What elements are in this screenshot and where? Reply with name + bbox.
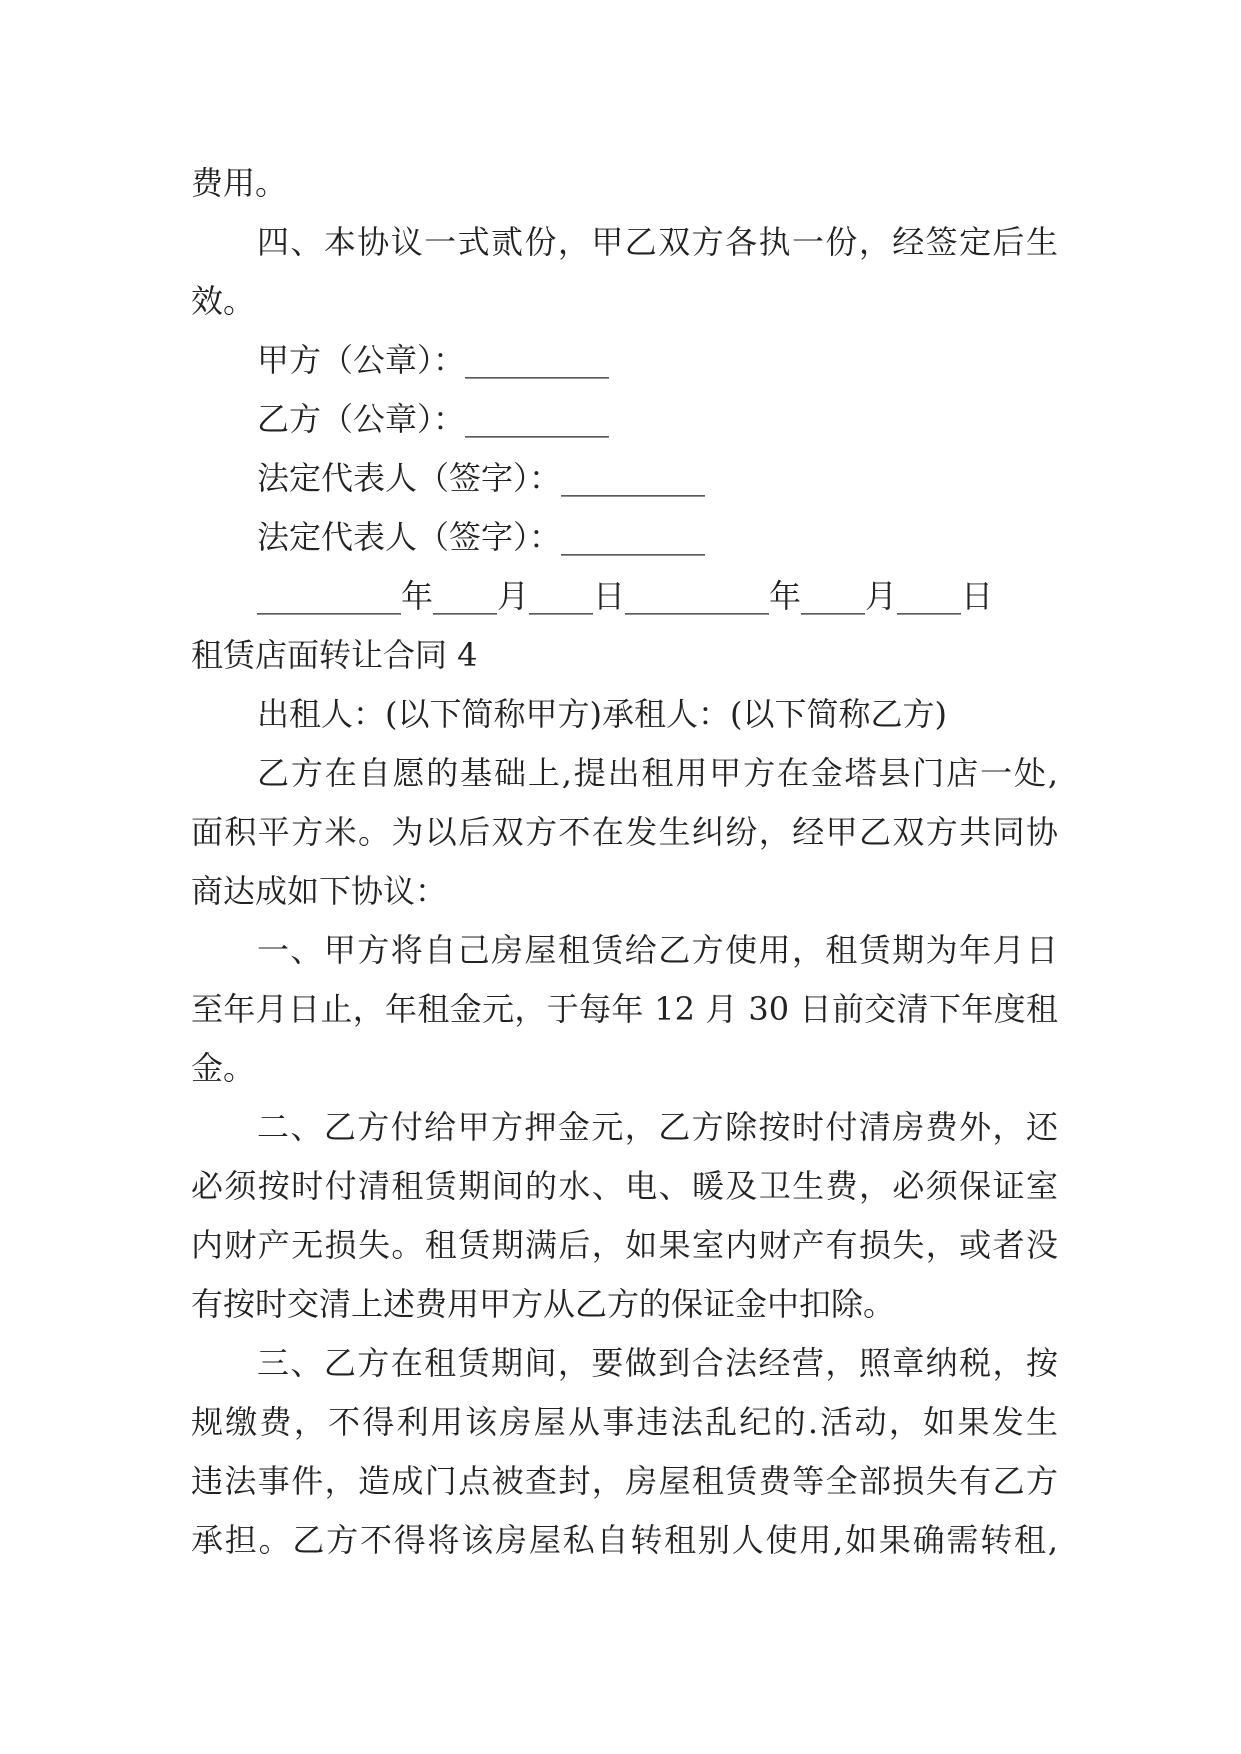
text-line: 至年月日止，年租金元，于每年 12 月 30 日前交清下年度租 (191, 990, 1058, 1028)
text-line: 一、甲方将自己房屋租赁给乙方使用，租赁期为年月日 (257, 931, 1058, 969)
text-line: 法定代表人（签字）：_________ (257, 518, 706, 556)
text-line: 效。 (191, 282, 256, 320)
signature-party-a-seal (191, 331, 1058, 390)
text-line: 四、本协议一式贰份，甲乙双方各执一份，经签定后生 (257, 223, 1058, 261)
text-line: 面积平方米。为以后双方不在发生纠纷，经甲乙双方共同协 (191, 813, 1058, 851)
text-line: 金。 (191, 1049, 256, 1087)
text-line: 违法事件，造成门点被查封，房屋租赁费等全部损失有乙方 (191, 1462, 1058, 1500)
text-line: 规缴费，不得利用该房屋从事违法乱纪的.活动，如果发生 (191, 1403, 1058, 1441)
paragraph-clause-four (191, 213, 1058, 331)
paragraph-clause-one (191, 921, 1058, 1098)
text-line: 费用。 (191, 164, 288, 202)
text-line: 商达成如下协议： (191, 872, 448, 910)
text-line: 出租人：(以下简称甲方)承租人：(以下简称乙方) (257, 695, 947, 733)
text-line: _________年____月____日_________年____月____日 (257, 577, 994, 615)
signature-legal-representative-b (191, 508, 1058, 567)
contract-title (191, 626, 1058, 685)
text-line: 法定代表人（签字）：_________ (257, 459, 706, 497)
text-line: 有按时交清上述费用甲方从乙方的保证金中扣除。 (191, 1285, 896, 1323)
text-line: 二、乙方付给甲方押金元，乙方除按时付清房费外，还 (257, 1108, 1058, 1146)
signature-party-b-seal (191, 390, 1058, 449)
paragraph-parties (191, 685, 1058, 744)
paragraph-clause-three (191, 1334, 1058, 1570)
text-line: 必须按时付清租赁期间的水、电、暖及卫生费，必须保证室 (191, 1167, 1058, 1205)
paragraph-preamble (191, 744, 1058, 921)
text-line: 承担。乙方不得将该房屋私自转租别人使用,如果确需转租, (191, 1521, 1058, 1559)
paragraph-clause-two (191, 1098, 1058, 1334)
document-body (191, 154, 1058, 1570)
text-line: 乙方在自愿的基础上,提出租用甲方在金塔县门店一处, (257, 754, 1058, 792)
text-line: 乙方（公章）：_________ (257, 400, 610, 438)
signature-date-line (191, 567, 1058, 626)
text-line: 三、乙方在租赁期间，要做到合法经营，照章纳税，按 (257, 1344, 1058, 1382)
text-line: 租赁店面转让合同 4 (191, 636, 478, 674)
signature-legal-representative-a (191, 449, 1058, 508)
paragraph-fee-continuation (191, 154, 1058, 213)
text-line: 内财产无损失。租赁期满后，如果室内财产有损失，或者没 (191, 1226, 1058, 1264)
text-line: 甲方（公章）：_________ (257, 341, 610, 379)
